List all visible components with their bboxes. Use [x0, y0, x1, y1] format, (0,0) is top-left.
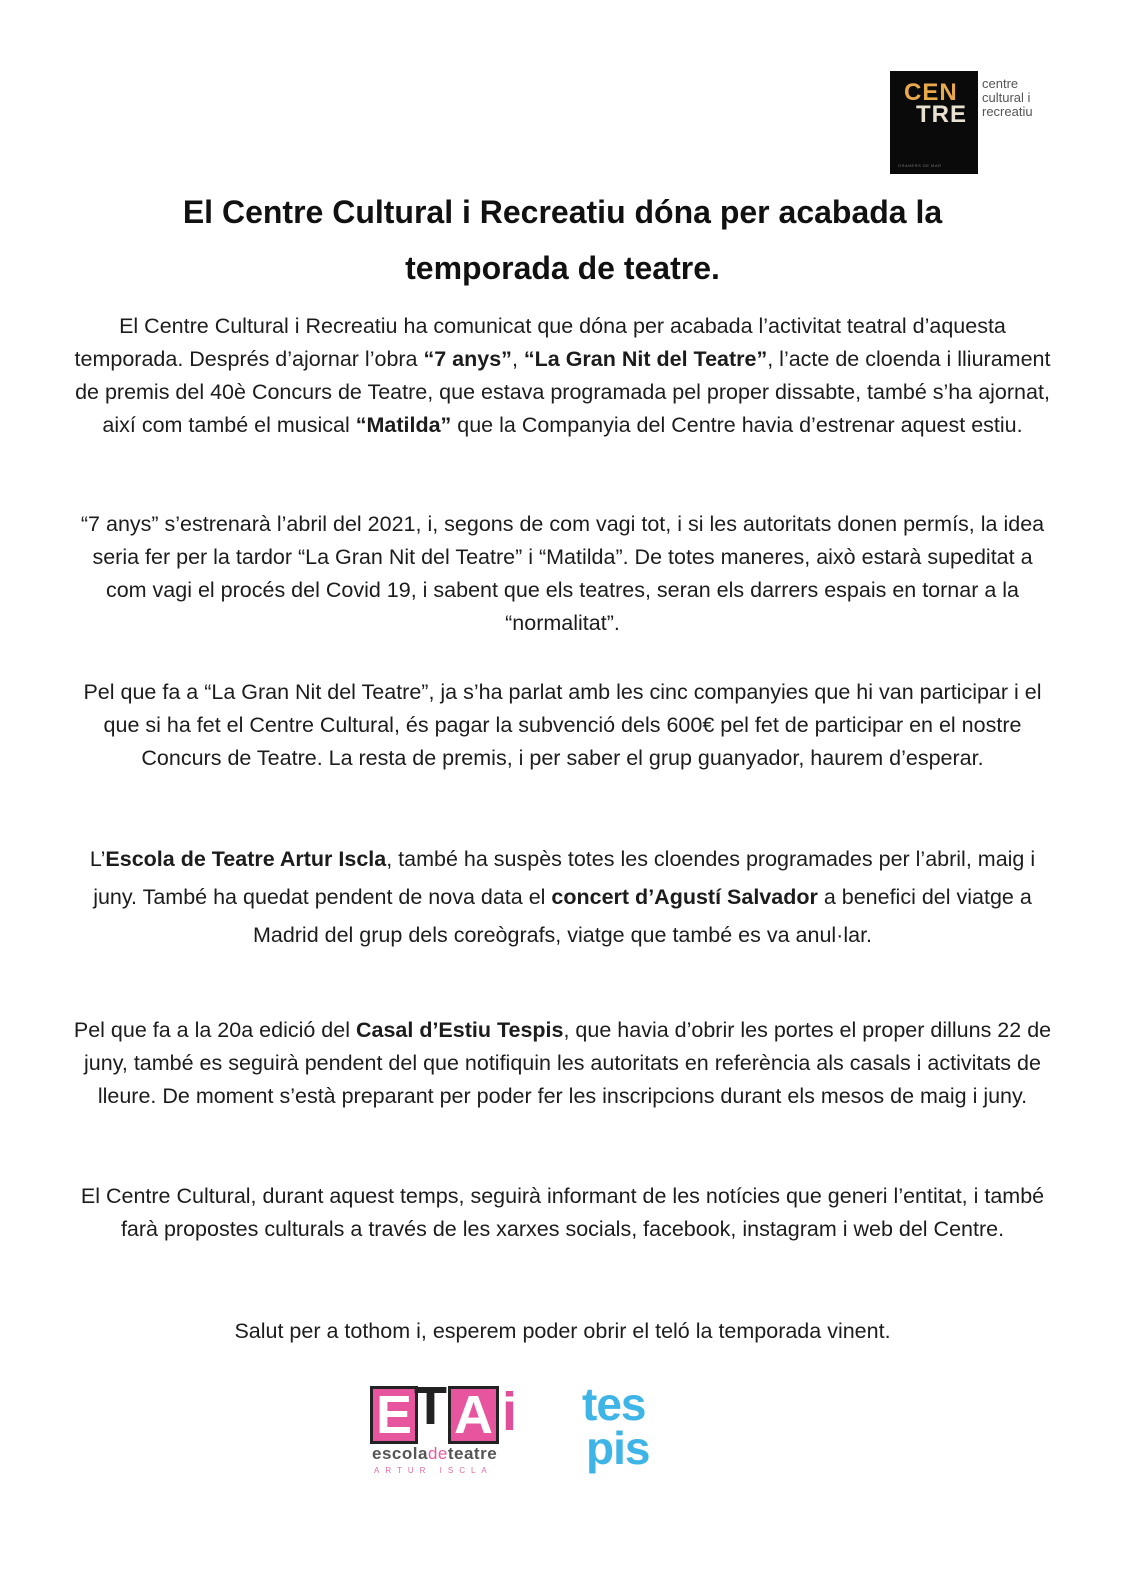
p1-text-a: El Centre Cultural i Recreatiu ha comunicat que dóna per acabada l’activitat teatral d’aquesta temporada. Després d’ajornar l’obra: [74, 314, 1006, 371]
p4-bold-escola: Escola de Teatre Artur Iscla: [105, 847, 387, 871]
etai-logo: [370, 1376, 540, 1480]
etai-letter: E: [370, 1386, 418, 1444]
p5-text-a: Pel que fa a la 20a edició del: [73, 1018, 356, 1042]
paragraph-3: Pel que fa a “La Gran Nit del Teatre”, ja s’ha parlat amb les cinc companyies que hi van participar i el que si ha fet el Centre Cultural, és pagar la subvenció dels 600€ pel fet de participar en el nostre Concurs de Teatre. La resta de premis, i per saber el grup guanyador, haurem d’esperar.: [83, 680, 1042, 770]
p4-text-c: , també ha suspès totes les cloendes programades per l’abril, maig i juny. També ha quedat pendent de nova data el: [93, 847, 1036, 909]
paragraph-7: Salut per a tothom i, esperem poder obrir el teló la temporada vinent.: [234, 1319, 891, 1343]
etai-subtitle: [372, 1444, 497, 1464]
p4-text-d: a benefici del viatge a Madrid del grup dels coreògrafs, viatge que també es va anul·lar.: [252, 885, 1032, 947]
etai-subtitle-2: ARTUR ISCLA: [374, 1466, 493, 1475]
paragraph-5: [70, 1014, 1055, 1113]
tespis-line-2: pis: [586, 1422, 650, 1474]
etai-letter: i: [502, 1382, 518, 1442]
p1-text-e: que la Companyia del Centre havia d’estrenar aquest estiu.: [451, 413, 1023, 437]
etai-sub-de: de: [427, 1444, 448, 1463]
p1-bold-gran-nit: “La Gran Nit del Teatre”: [523, 347, 768, 371]
logo-word: centre: [982, 76, 1019, 91]
tespis-line-1: tes: [582, 1378, 646, 1430]
p5-text-c: , que havia d’obrir les portes el proper dilluns 22 de juny, també es seguirà pendent del que notifiquin les autoritats en referència als casals i activitats de lleure. De moment s’està preparant per poder fer les inscripcions durant els mesos de maig i juny.: [84, 1018, 1052, 1108]
p5-bold-casal: Casal d’Estiu Tespis: [355, 1018, 564, 1042]
logo-mark-small: GRANERS DE MAR: [898, 163, 942, 168]
p1-text-c: ,: [511, 347, 524, 371]
p4-text-a: L’: [89, 847, 106, 871]
logo-word: cultural i: [982, 90, 1031, 105]
paragraph-6: El Centre Cultural, durant aquest temps, seguirà informant de les notícies que generi l’entitat, i també farà propostes culturals a través de les xarxes socials, facebook, instagram i web del Centre.: [80, 1184, 1045, 1241]
tespis-logo: [582, 1378, 682, 1482]
etai-letter: A: [448, 1386, 499, 1444]
etai-letters: [370, 1376, 540, 1446]
paragraph-2: “7 anys” s’estrenarà l’abril del 2021, i, segons de com vagi tot, i si les autoritats donen permís, la idea seria fer per la tardor “La Gran Nit del Teatre” i “Matilda”. De totes maneres, això estarà supeditat a com vagi el procés del Covid 19, i sabent que els teatres, seran els darrers espais en tornar a la “normalitat”.: [80, 512, 1045, 635]
page-title: El Centre Cultural i Recreatiu dóna per acabada la temporada de teatre.: [182, 194, 943, 286]
etai-letter: T: [414, 1376, 447, 1436]
centre-logo-words: [982, 77, 1033, 119]
centre-logo: [890, 71, 1060, 174]
logo-word: recreatiu: [982, 104, 1033, 119]
paragraph-1: [70, 310, 1055, 442]
p1-bold-7-anys: “7 anys”: [423, 347, 512, 371]
p4-bold-concert: concert d’Agustí Salvador: [551, 885, 818, 909]
logo-mark-line2: TRE: [916, 101, 967, 128]
etai-sub-b: teatre: [447, 1444, 498, 1463]
etai-sub-a: escola: [372, 1444, 428, 1463]
p1-bold-matilda: “Matilda”: [355, 413, 452, 437]
p1-text-d: , l’acte de cloenda i lliurament de premis del 40è Concurs de Teatre, que estava programada pel proper dissabte, també s’ha ajornat, així com també el musical: [75, 347, 1051, 437]
centre-logo-mark: [890, 71, 978, 174]
paragraph-4: [70, 840, 1055, 954]
logo-mark-line1: CEN: [904, 79, 958, 106]
